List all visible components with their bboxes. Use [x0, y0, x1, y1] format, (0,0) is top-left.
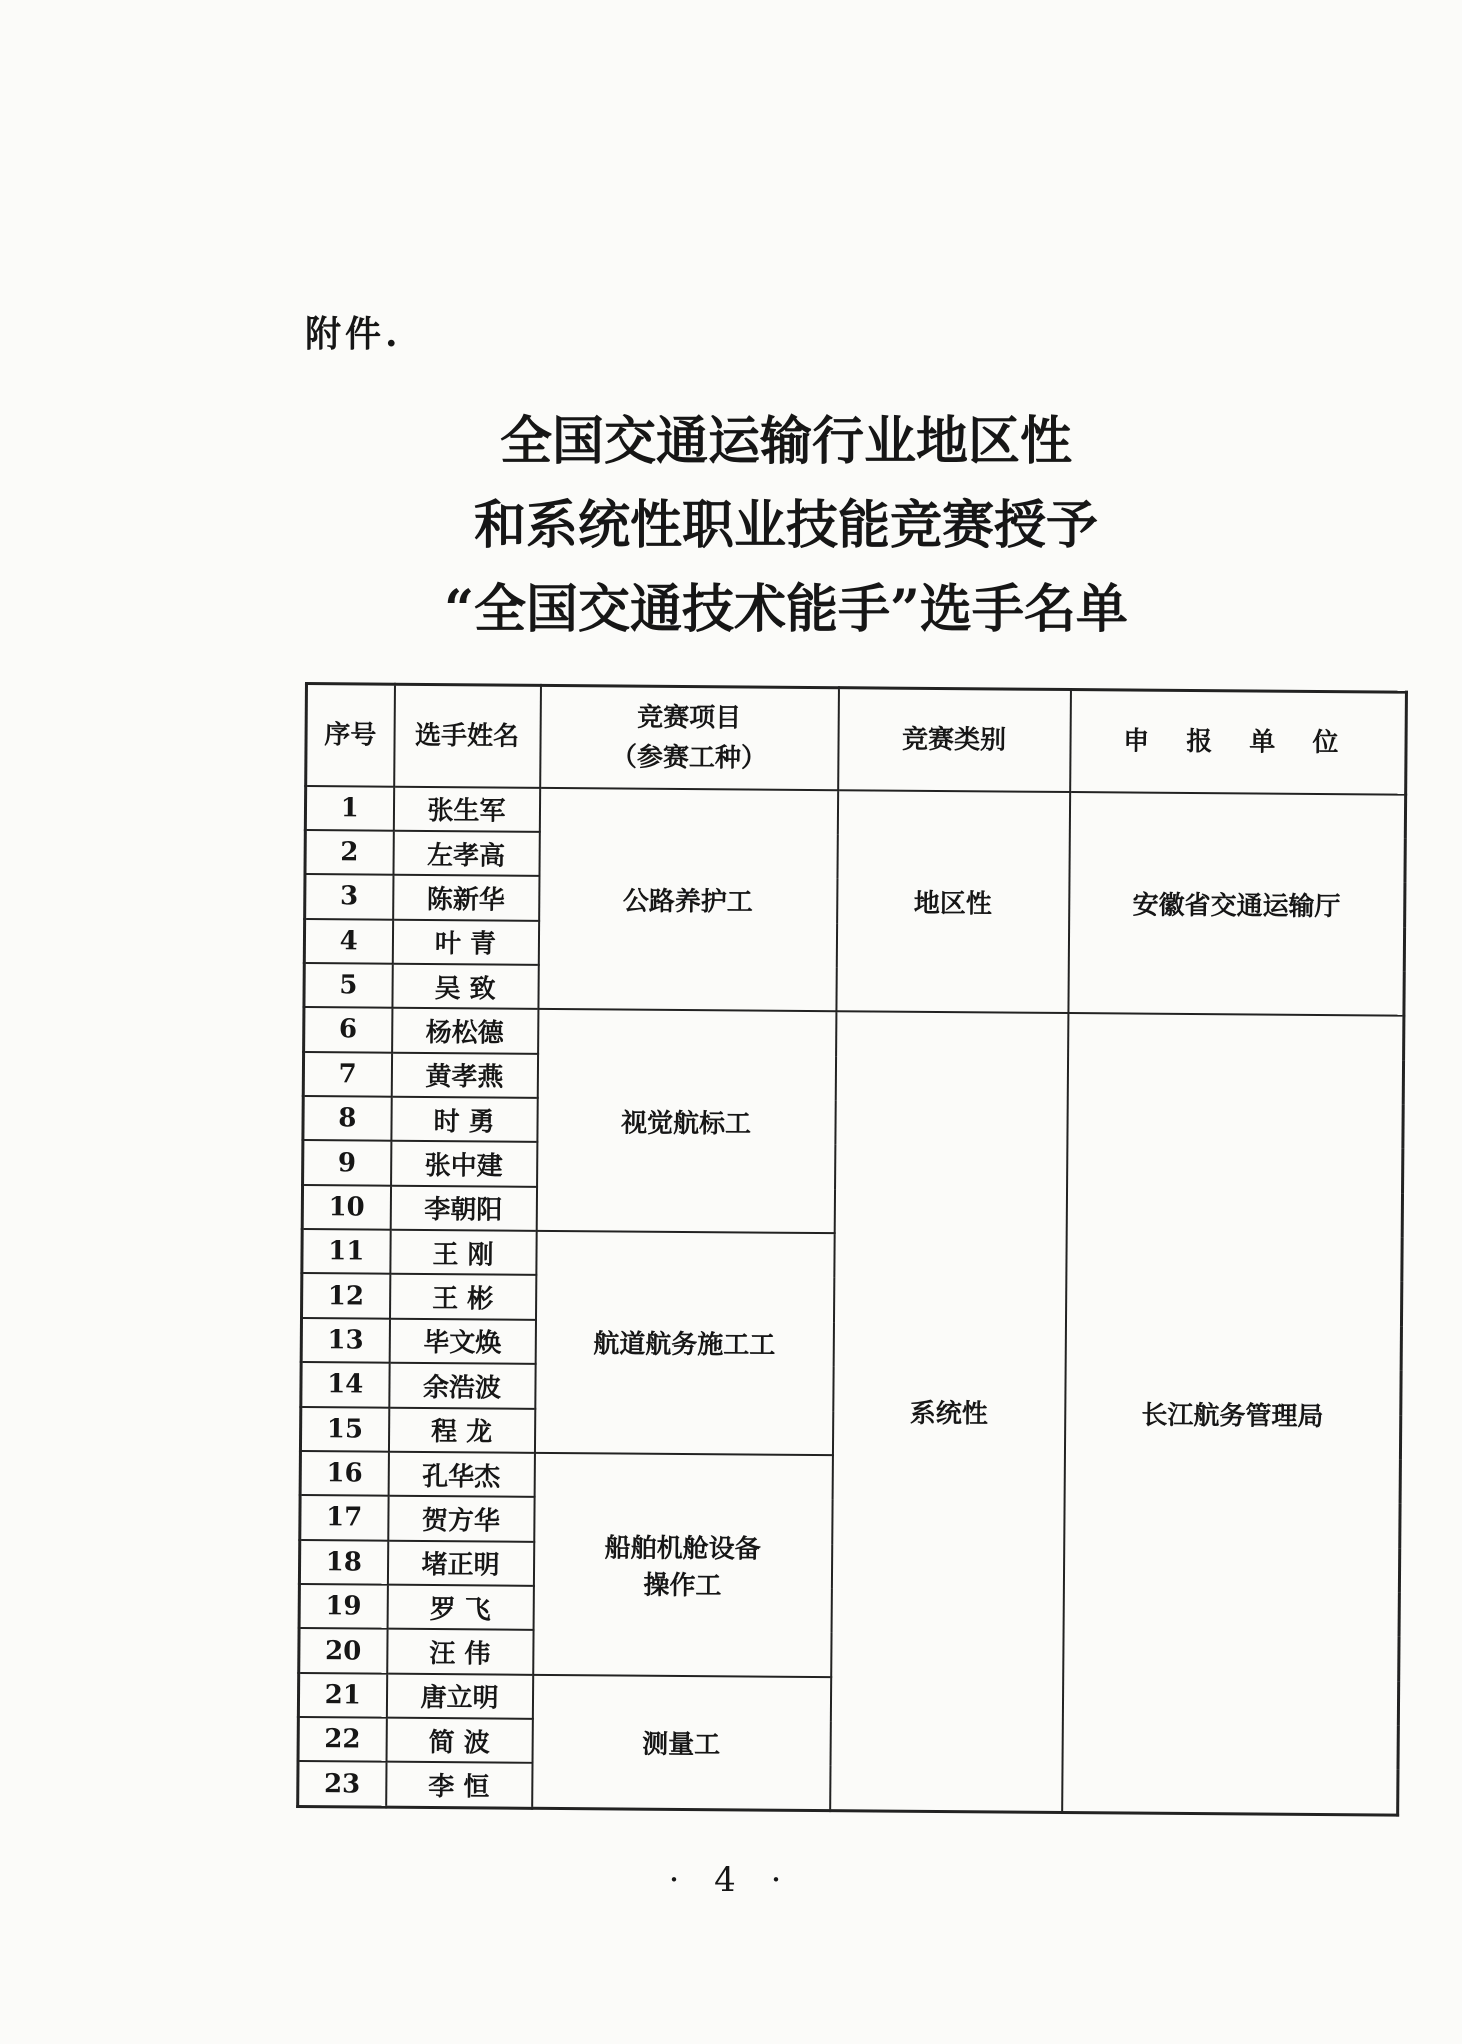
row-no: 20 — [299, 1628, 387, 1673]
roster-table — [296, 682, 1408, 1817]
row-no: 7 — [303, 1052, 391, 1097]
row-no: 12 — [302, 1273, 390, 1318]
row-no: 18 — [299, 1540, 387, 1585]
row-no: 3 — [305, 874, 393, 919]
row-no: 2 — [305, 830, 393, 875]
event-cell: 视觉航标工 — [536, 1009, 836, 1233]
header-no: 序号 — [306, 684, 395, 787]
row-name: 程 龙 — [388, 1407, 534, 1453]
row-no: 10 — [302, 1185, 390, 1230]
header-event-line2: （参赛工种） — [610, 742, 768, 774]
event-cell — [533, 1453, 833, 1677]
row-no: 5 — [304, 963, 392, 1008]
row-no: 1 — [305, 786, 393, 831]
row-name: 张中建 — [391, 1141, 537, 1187]
row-name: 时 勇 — [391, 1097, 537, 1143]
row-name: 李朝阳 — [390, 1185, 536, 1231]
row-no: 17 — [300, 1495, 388, 1540]
event-cell: 测量工 — [532, 1675, 831, 1811]
unit-cell: 长江航务管理局 — [1062, 1013, 1404, 1815]
row-no: 23 — [298, 1761, 386, 1807]
category-cell: 地区性 — [836, 790, 1070, 1014]
header-unit: 申 报 单 位 — [1070, 690, 1407, 795]
row-no: 22 — [298, 1717, 386, 1762]
unit-cell: 安徽省交通运输厅 — [1068, 792, 1406, 1016]
row-name: 王 彬 — [390, 1274, 536, 1320]
header-event-line1: 竞赛项目 — [637, 702, 742, 734]
row-name: 唐立明 — [386, 1673, 532, 1719]
row-no: 9 — [303, 1140, 391, 1185]
row-no: 13 — [301, 1318, 389, 1363]
row-name: 余浩波 — [389, 1363, 535, 1409]
row-no: 19 — [299, 1584, 387, 1629]
attachment-label: 附件. — [305, 313, 402, 355]
category-cell: 系统性 — [830, 1011, 1068, 1812]
row-name: 王 刚 — [390, 1230, 536, 1276]
row-no: 8 — [303, 1096, 391, 1141]
header-name: 选手姓名 — [394, 684, 541, 787]
row-name: 汪 伟 — [387, 1629, 533, 1675]
row-name: 堵正明 — [387, 1540, 533, 1586]
header-category: 竞赛类别 — [838, 688, 1071, 792]
row-name: 黄孝燕 — [391, 1052, 537, 1098]
row-name: 简 波 — [386, 1718, 532, 1764]
row-name: 吴 致 — [392, 964, 538, 1010]
title-line-3: “全国交通技术能手”选手名单 — [444, 579, 1128, 640]
row-name: 杨松德 — [392, 1008, 538, 1054]
row-no: 14 — [301, 1362, 389, 1407]
event-cell: 公路养护工 — [538, 787, 838, 1011]
row-name: 陈新华 — [393, 875, 539, 921]
page-number: · 4 · — [668, 1860, 794, 1900]
table-header-row — [306, 684, 1407, 795]
row-no: 15 — [300, 1407, 388, 1452]
row-name: 叶 青 — [392, 919, 538, 965]
row-name: 罗 飞 — [387, 1585, 533, 1631]
header-event — [540, 685, 839, 789]
title-line-2: 和系统性职业技能竞赛授予 — [473, 495, 1098, 556]
row-name: 张生军 — [393, 786, 539, 832]
row-no: 16 — [300, 1451, 388, 1496]
row-no: 6 — [304, 1007, 392, 1052]
row-no: 21 — [298, 1673, 386, 1718]
row-name: 左孝高 — [393, 831, 539, 877]
row-name: 李 恒 — [386, 1762, 532, 1808]
document-title — [0, 400, 1462, 652]
row-name: 孔华杰 — [388, 1452, 534, 1498]
row-name: 毕文焕 — [389, 1318, 535, 1364]
row-no: 4 — [304, 919, 392, 964]
row-name: 贺方华 — [388, 1496, 534, 1542]
roster-table-wrapper — [296, 682, 1405, 1817]
event-line-2: 操作工 — [643, 1570, 722, 1602]
title-line-1: 全国交通运输行业地区性 — [499, 411, 1072, 472]
row-no: 11 — [302, 1229, 390, 1274]
event-cell: 航道航务施工工 — [534, 1231, 834, 1455]
event-line-1: 船舶机舱设备 — [604, 1533, 761, 1565]
